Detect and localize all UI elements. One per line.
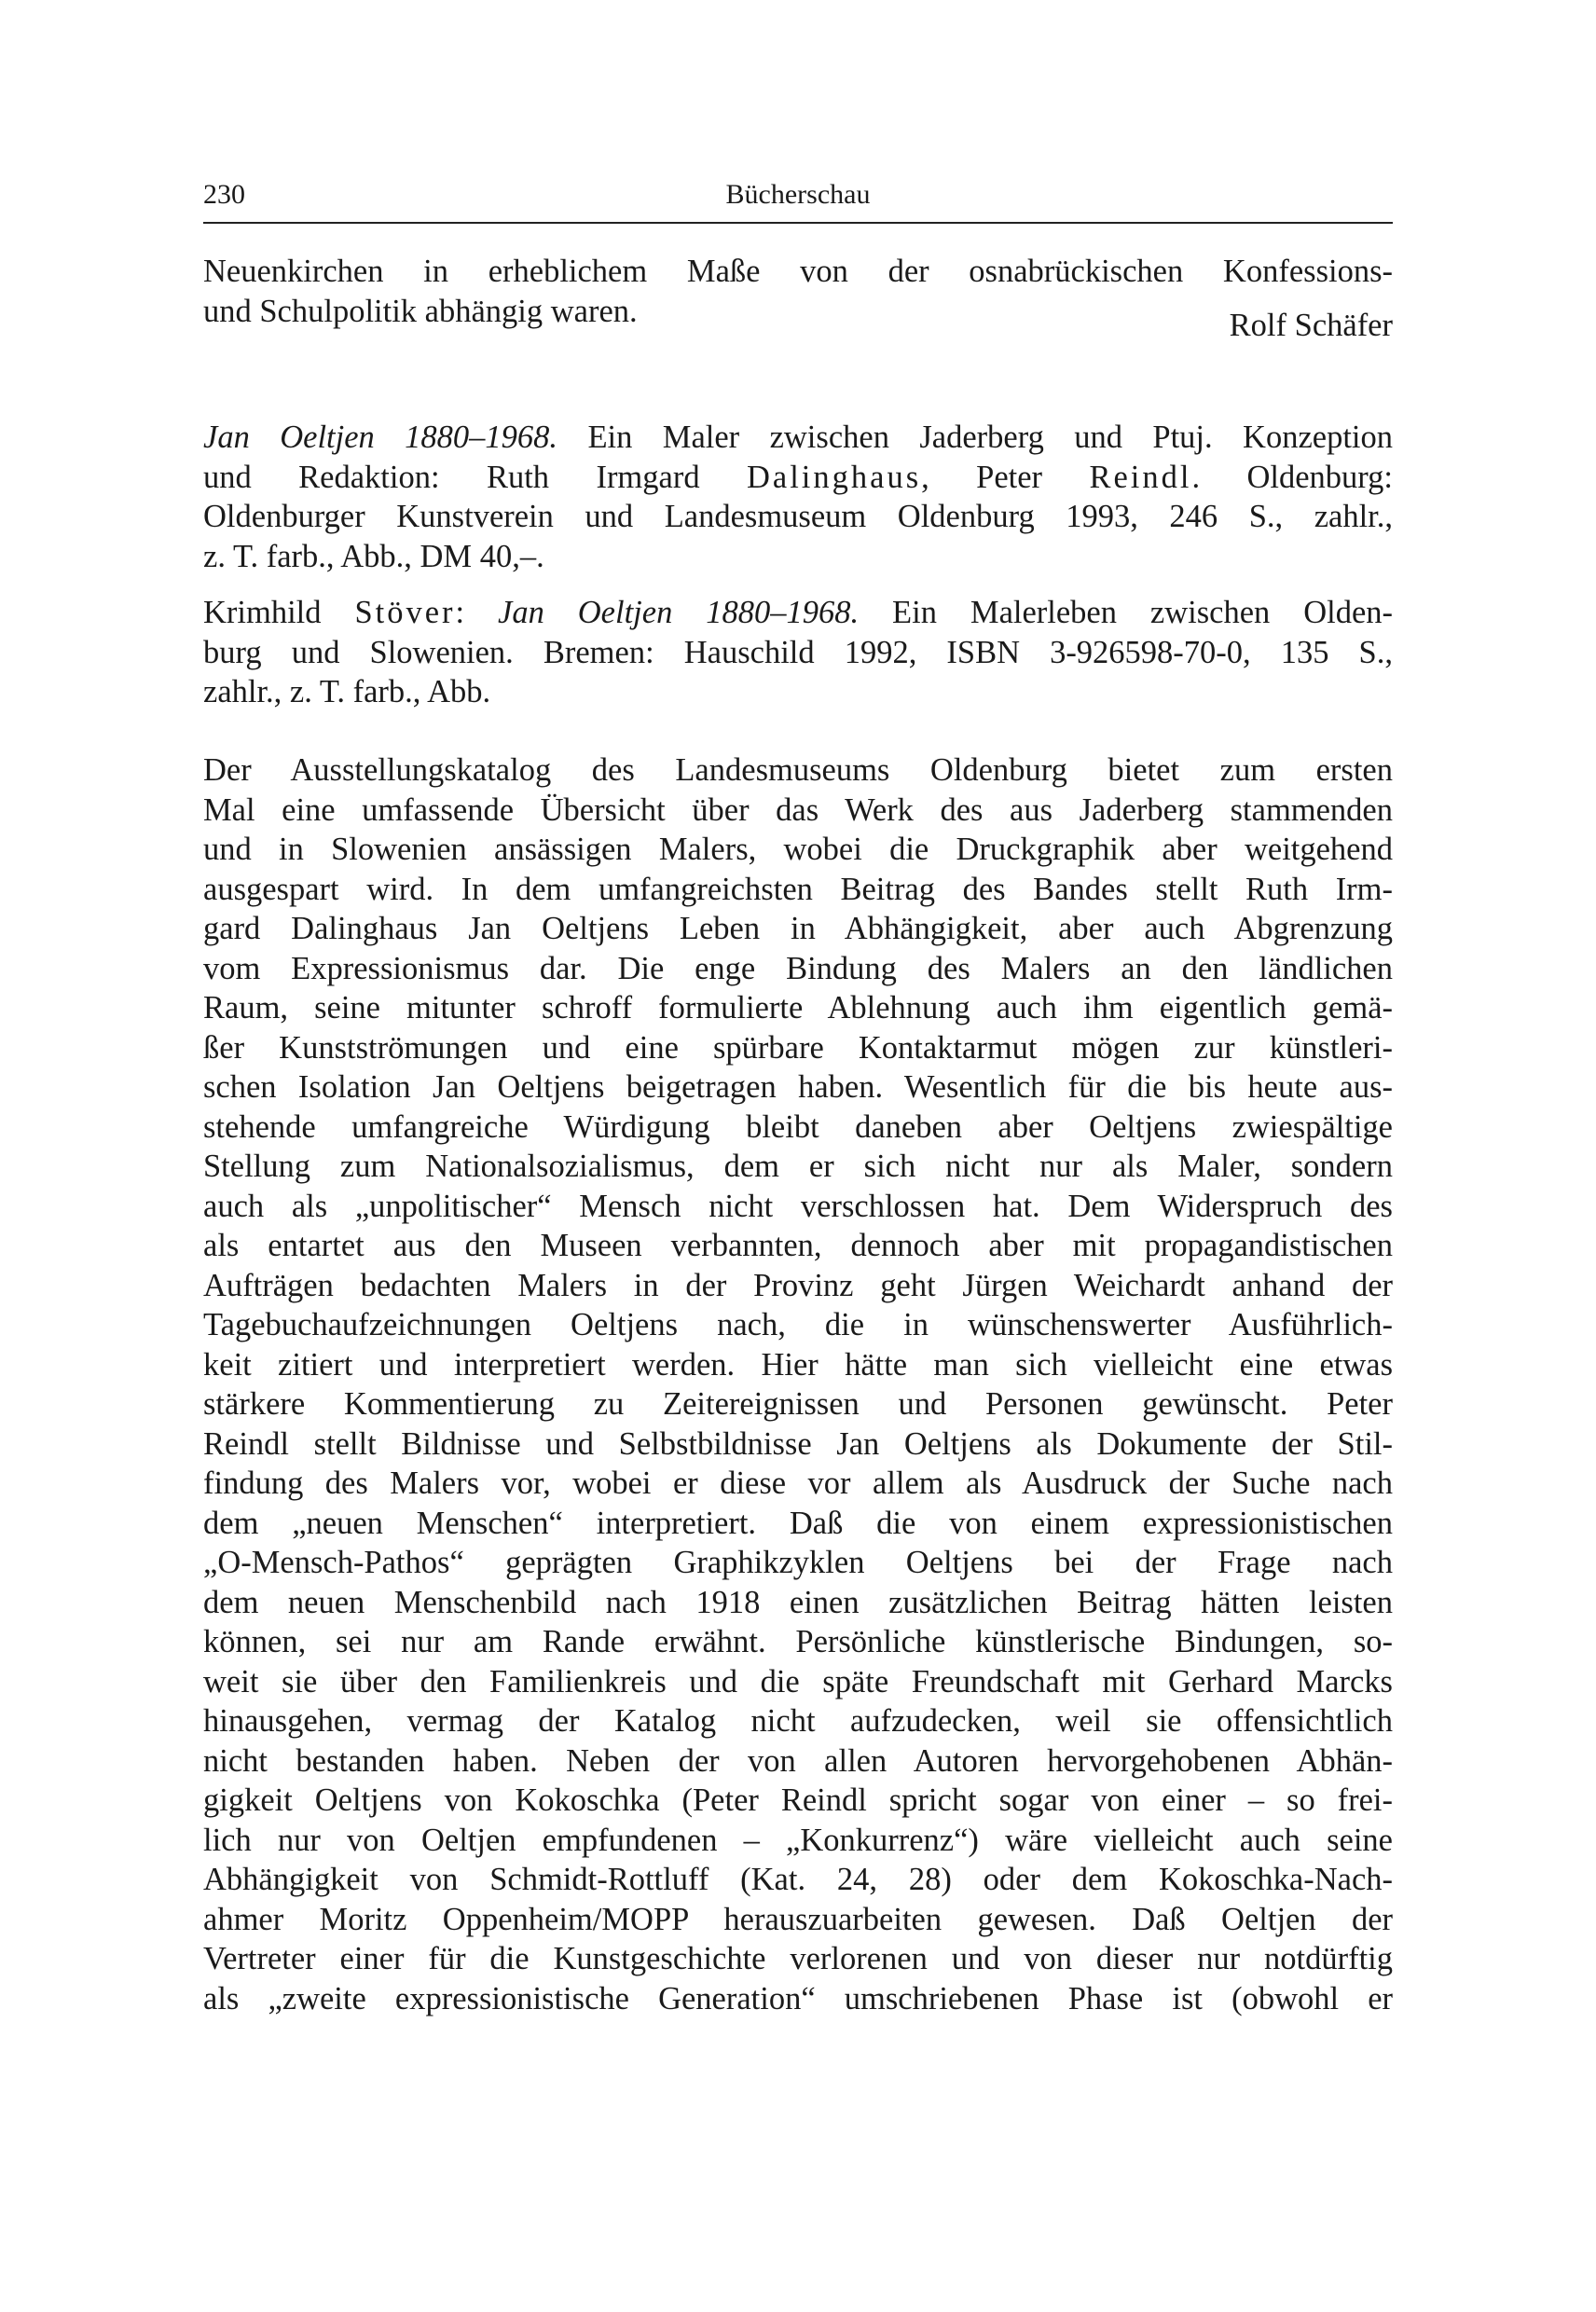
review-line: „O-Mensch-Pathos“ geprägten Graphikzyklen Oeltjens bei der Frage nach: [203, 1545, 1393, 1580]
review-line: Vertreter einer für die Kunstgeschichte verlorenen und von dieser nur notdürftig: [203, 1941, 1393, 1976]
review-line: ausgespart wird. In dem umfangreichsten Beitrag des Bandes stellt Ruth Irm-: [203, 871, 1393, 907]
bib-line: Oldenburger Kunstverein und Landesmuseum Oldenburg 1993, 246 S., zahlr.,: [203, 499, 1393, 534]
book-title: Jan Oeltjen 1880–1968.: [203, 420, 558, 455]
bibliography-entry-1: [203, 418, 1393, 576]
page-header: [203, 179, 1393, 222]
editor-name: Reindl: [1089, 459, 1192, 495]
review-line: schen Isolation Jan Oeltjens beigetragen haben. Wesentlich für die bis heute aus-: [203, 1069, 1393, 1105]
review-line: Stellung zum Nationalsozialismus, dem er sich nicht nur als Maler, sondern: [203, 1149, 1393, 1184]
review-line: stehende umfangreiche Würdigung bleibt daneben aber Oeltjens zwiespältige: [203, 1108, 1393, 1145]
text-line: Neuenkirchen in erheblichem Maße von der osnabrückischen Konfessions-: [203, 254, 1393, 289]
review-line: Mal eine umfassende Übersicht über das Werk des aus Jaderberg stammenden: [203, 791, 1393, 828]
review-line: dem „neuen Menschen“ interpretiert. Daß die von einem expressionistischen: [203, 1505, 1393, 1541]
review-line: nicht bestanden haben. Neben der von allen Autoren hervorgehobenen Abhän-: [203, 1742, 1393, 1779]
bibliography-entry-2: [203, 593, 1393, 712]
review-line: Reindl stellt Bildnisse und Selbstbildnisse Jan Oeltjens als Dokumente der Stil-: [203, 1425, 1393, 1462]
review-line: Abhängigkeit von Schmidt-Rottluff (Kat. 24, 28) oder dem Kokoschka-Nach-: [203, 1862, 1393, 1897]
editor-name: Dalinghaus: [746, 459, 922, 495]
review-line: auch als „unpolitischer“ Mensch nicht verschlossen hat. Dem Widerspruch des: [203, 1188, 1393, 1224]
review-line: Raum, seine mitunter schroff formulierte Ablehnung auch ihm eigentlich gemä-: [203, 990, 1393, 1025]
review-body: [203, 750, 1393, 2018]
review-line: können, sei nur am Rande erwähnt. Persönliche künstlerische Bindungen, so-: [203, 1624, 1393, 1659]
review-line: ahmer Moritz Oppenheim/MOPP herauszuarbeiten gewesen. Daß Oeltjen der: [203, 1901, 1393, 1937]
bib-line: und Redaktion: Ruth Irmgard Dalinghaus, Peter Reindl. Oldenburg:: [203, 459, 1393, 495]
review-line: ßer Kunstströmungen und eine spürbare Kontaktarmut mögen zur künstleri-: [203, 1029, 1393, 1066]
review-line: gigkeit Oeltjens von Kokoschka (Peter Reindl spricht sogar von einer – so frei-: [203, 1782, 1393, 1818]
bib-line: zahlr., z. T. farb., Abb.: [203, 674, 491, 709]
review-line: stärkere Kommentierung zu Zeitereignissen und Personen gewünscht. Peter: [203, 1386, 1393, 1422]
bib-line: Jan Oeltjen 1880–1968. Ein Maler zwischen Jaderberg und Ptuj. Konzeption: [203, 420, 1394, 455]
review-line: Tagebuchaufzeichnungen Oeltjens nach, die in wünschenswerter Ausführlich-: [203, 1307, 1393, 1342]
review-line: als entartet aus den Museen verbannten, dennoch aber mit propagandistischen: [203, 1228, 1393, 1263]
review-line: keit zitiert und interpretiert werden. Hier hätte man sich vielleicht eine etwas: [203, 1346, 1393, 1383]
bib-line: Krimhild Stöver: Jan Oeltjen 1880–1968. Ein Malerleben zwischen Olden-: [203, 595, 1393, 630]
page-number: 230: [203, 179, 245, 210]
bib-line: z. T. farb., Abb., DM 40,–.: [203, 538, 544, 574]
review-line: vom Expressionismus dar. Die enge Bindung des Malers an den ländlichen: [203, 950, 1393, 986]
review-line: dem neuen Menschenbild nach 1918 einen zusätzlichen Beitrag hätten leisten: [203, 1584, 1393, 1620]
review-line: und in Slowenien ansässigen Malers, wobei die Druckgraphik aber weitgehend: [203, 832, 1393, 867]
bib-line: burg und Slowenien. Bremen: Hauschild 1992, ISBN 3-926598-70-0, 135 S.,: [203, 634, 1393, 670]
running-title: Bücherschau: [725, 179, 871, 210]
review-line: weit sie über den Familienkreis und die späte Freundschaft mit Gerhard Marcks: [203, 1663, 1393, 1700]
book-title: Jan Oeltjen 1880–1968.: [498, 595, 860, 630]
author-name: Stöver: [354, 595, 456, 630]
review-line: findung des Malers vor, wobei er diese vor allem als Ausdruck der Suche nach: [203, 1466, 1393, 1501]
header-rule: [203, 222, 1393, 224]
review-line: Der Ausstellungskatalog des Landesmuseums Oldenburg bietet zum ersten: [203, 752, 1393, 788]
review-line: hinausgehen, vermag der Katalog nicht aufzudecken, weil sie offensichtlich: [203, 1703, 1393, 1739]
review-line: lich nur von Oeltjen empfundenen – „Konkurrenz“) wäre vielleicht auch seine: [203, 1822, 1393, 1858]
text-line: und Schulpolitik abhängig waren.: [203, 293, 638, 329]
review-line: gard Dalinghaus Jan Oeltjens Leben in Abhängigkeit, aber auch Abgrenzung: [203, 911, 1393, 946]
review-line: als „zweite expressionistische Generation“ umschriebenen Phase ist (obwohl er: [203, 1980, 1393, 2016]
review-line: Aufträgen bedachten Malers in der Provinz geht Jürgen Weichardt anhand der: [203, 1267, 1393, 1303]
reviewer-signature: Rolf Schäfer: [1229, 308, 1393, 343]
